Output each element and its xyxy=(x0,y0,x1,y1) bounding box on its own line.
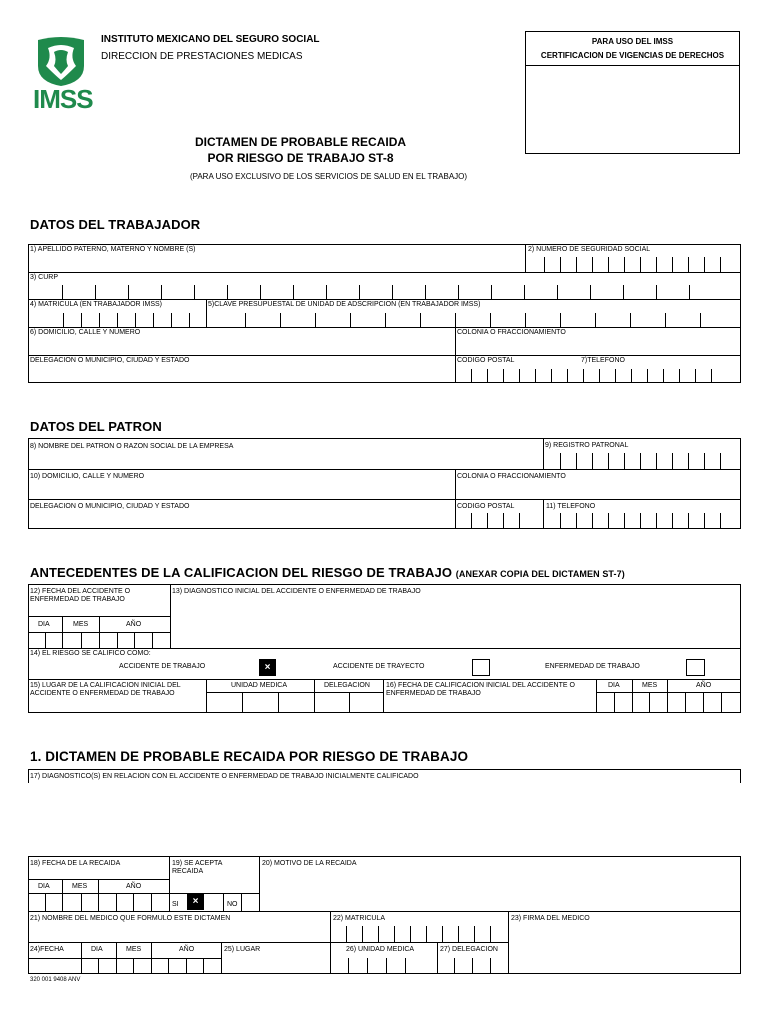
label-no: NO xyxy=(227,901,238,908)
input-delegacion-trabajador[interactable] xyxy=(30,367,453,382)
input-matricula-medico[interactable] xyxy=(332,926,507,941)
checkbox-recaida-no[interactable] xyxy=(242,894,258,910)
input-telefono-patron[interactable] xyxy=(545,513,738,528)
input-motivo-recaida[interactable] xyxy=(261,870,739,910)
imss-box-title: PARA USO DEL IMSS xyxy=(591,37,674,46)
divider xyxy=(28,679,741,680)
input-domicilio-patron[interactable] xyxy=(30,483,453,498)
label-colonia-trabajador: COLONIA O FRACCIONAMIENTO xyxy=(457,329,566,336)
label-telefono-trabajador: 7)TELEFONO xyxy=(581,357,625,364)
label-registro-patronal: 9) REGISTRO PATRONAL xyxy=(545,442,629,449)
divider xyxy=(28,469,741,470)
input-registro-patronal[interactable] xyxy=(545,453,738,468)
divider xyxy=(508,911,509,974)
input-unidad-delegacion[interactable] xyxy=(332,959,507,973)
label-delegacion-patron: DELEGACION O MUNICIPIO, CIUDAD Y ESTADO xyxy=(30,503,190,510)
label-fecha-recaida: 18) FECHA DE LA RECAIDA xyxy=(30,860,121,867)
label-si: SI xyxy=(172,901,179,908)
label-nombre-trabajador: 1) APELLIDO PATERNO, MATERNO Y NOMBRE (S) xyxy=(30,246,196,253)
label-firma-medico: 23) FIRMA DEL MEDICO xyxy=(511,915,590,922)
label-domicilio-trabajador: 6) DOMICILIO, CALLE Y NUMERO xyxy=(30,329,141,336)
label-delegacion-trabajador: DELEGACION O MUNICIPIO, CIUDAD Y ESTADO xyxy=(30,357,190,364)
input-fecha-calificacion[interactable] xyxy=(598,693,739,712)
divider xyxy=(740,769,741,783)
divider xyxy=(28,299,741,300)
label-dia: DIA xyxy=(91,946,103,953)
input-nombre-trabajador[interactable] xyxy=(30,255,523,271)
section-title-patron: DATOS DEL PATRON xyxy=(30,419,162,434)
input-colonia-patron[interactable] xyxy=(457,483,738,498)
doc-note: (PARA USO EXCLUSIVO DE LOS SERVICIOS DE SALUD EN EL TRABAJO) xyxy=(189,172,468,181)
institute-name: INSTITUTO MEXICANO DEL SEGURO SOCIAL xyxy=(101,34,320,45)
input-fecha-accidente[interactable] xyxy=(30,633,168,647)
label-anio: AÑO xyxy=(179,946,195,953)
label-fecha-accidente: 12) FECHA DEL ACCIDENTE O ENFERMEDAD DE TRABAJO xyxy=(30,588,131,603)
label-dia: DIA xyxy=(38,883,50,890)
label-diagnostico-inicial: 13) DIAGNOSTICO INICIAL DEL ACCIDENTE O ENFERMEDAD DE TRABAJO xyxy=(172,588,421,595)
divider xyxy=(28,942,508,943)
label-matricula-medico: 22) MATRICULA xyxy=(333,915,385,922)
divider xyxy=(28,648,741,649)
divider xyxy=(206,679,207,713)
input-nombre-medico[interactable] xyxy=(30,925,328,941)
divider xyxy=(526,65,739,66)
divider xyxy=(383,679,384,713)
divider xyxy=(28,911,741,912)
input-lugar-calificacion[interactable] xyxy=(208,693,382,712)
input-firma-medico[interactable] xyxy=(510,925,739,973)
input-nombre-patron[interactable] xyxy=(30,453,541,468)
doc-title-line1: DICTAMEN DE PROBABLE RECAIDA xyxy=(194,135,407,149)
label-cp-trabajador: CODIGO POSTAL xyxy=(457,357,515,364)
label-mes: MES xyxy=(126,946,142,953)
label-enfermedad-trabajo: ENFERMEDAD DE TRABAJO xyxy=(545,663,640,670)
antecedentes-title-note: (ANEXAR COPIA DEL DICTAMEN ST-7) xyxy=(455,569,625,579)
direction-name: DIRECCION DE PRESTACIONES MEDICAS xyxy=(101,51,303,62)
checkbox-accidente-trayecto[interactable] xyxy=(472,659,490,676)
divider xyxy=(170,584,171,648)
label-diagnosticos: 17) DIAGNOSTICO(S) EN RELACION CON EL ACCIDENTE O ENFERMEDAD DE TRABAJO INICIALMENTE CALIFICADO xyxy=(30,773,419,780)
input-diagnosticos[interactable] xyxy=(30,783,738,853)
antecedentes-title: ANTECEDENTES DE LA CALIFICACION DEL RIESGO DE TRABAJO xyxy=(30,565,453,580)
logo-text: IMSS xyxy=(33,84,93,114)
divider xyxy=(543,438,544,469)
input-curp[interactable] xyxy=(30,285,738,298)
doc-title-line2: POR RIESGO DE TRABAJO ST-8 xyxy=(207,151,394,165)
label-motivo-recaida: 20) MOTIVO DE LA RECAIDA xyxy=(262,860,357,867)
form-code: 320 001 9408 ANV xyxy=(30,977,81,983)
input-cp-telefono-trabajador[interactable] xyxy=(457,369,738,382)
divider xyxy=(221,942,222,974)
label-unidad-medica-dictamen: 26) UNIDAD MEDICA xyxy=(346,946,415,953)
divider xyxy=(543,499,544,529)
divider xyxy=(28,769,29,783)
divider xyxy=(169,856,170,911)
imss-logo xyxy=(30,36,92,114)
divider xyxy=(28,272,741,273)
divider xyxy=(28,355,741,356)
label-accidente-trayecto: ACCIDENTE DE TRAYECTO xyxy=(333,663,425,670)
label-mes: MES xyxy=(73,621,89,628)
input-matricula[interactable] xyxy=(30,313,204,326)
divider xyxy=(28,327,741,328)
label-mes: MES xyxy=(72,883,88,890)
divider xyxy=(223,893,224,911)
input-diagnostico-inicial[interactable] xyxy=(172,597,738,646)
label-anio: AÑO xyxy=(126,621,142,628)
label-cp-patron: CODIGO POSTAL xyxy=(457,503,515,510)
section-title-trabajador: DATOS DEL TRABAJADOR xyxy=(30,217,201,232)
label-clave-presupuestal: 5)CLAVE PRESUPUESTAL DE UNIDAD DE ADSCRIPCION (EN TRABAJADOR IMSS) xyxy=(208,301,481,308)
input-clave-presupuestal[interactable] xyxy=(208,313,738,326)
checkbox-recaida-si[interactable]: × xyxy=(187,894,204,910)
divider xyxy=(596,679,597,713)
input-fecha-dictamen[interactable] xyxy=(83,959,220,973)
input-delegacion-patron[interactable] xyxy=(30,513,453,528)
divider xyxy=(28,499,741,500)
label-mes: MES xyxy=(642,682,658,689)
input-domicilio-trabajador[interactable] xyxy=(30,339,453,354)
label-fecha-calificacion: 16) FECHA DE CALIFICACION INICIAL DEL ACCIDENTE O ENFERMEDAD DE TRABAJO xyxy=(386,682,575,697)
checkbox-enfermedad-trabajo[interactable] xyxy=(686,659,705,676)
checkbox-accidente-trabajo[interactable]: × xyxy=(259,659,276,676)
label-colonia-patron: COLONIA O FRACCIONAMIENTO xyxy=(457,473,566,480)
label-lugar: 25) LUGAR xyxy=(224,946,261,953)
label-domicilio-patron: 10) DOMICILIO, CALLE Y NUMERO xyxy=(30,473,145,480)
label-matricula: 4) MATRICULA (EN TRABAJADOR IMSS) xyxy=(30,301,162,308)
divider xyxy=(259,856,260,911)
label-anio: AÑO xyxy=(126,883,142,890)
label-riesgo-calificado: 14) EL RIESGO SE CALIFICO COMO: xyxy=(30,650,151,657)
label-telefono-patron: 11) TELEFONO xyxy=(546,503,596,510)
input-nss[interactable] xyxy=(528,257,738,271)
label-dia: DIA xyxy=(608,682,620,689)
label-se-acepta-recaida: 19) SE ACEPTA RECAIDA xyxy=(172,860,223,875)
label-dia: DIA xyxy=(38,621,50,628)
label-delegacion: DELEGACION xyxy=(324,682,370,689)
divider xyxy=(525,244,526,272)
divider xyxy=(28,769,741,770)
label-fecha-dictamen: 24)FECHA xyxy=(30,946,64,953)
label-nombre-medico: 21) NOMBRE DEL MEDICO QUE FORMULO ESTE DICTAMEN xyxy=(30,915,231,922)
divider xyxy=(455,327,456,383)
label-nombre-patron: 8) NOMBRE DEL PATRON O RAZON SOCIAL DE LA EMPRESA xyxy=(30,443,234,450)
label-lugar-calificacion: 15) LUGAR DE LA CALIFICACION INICIAL DEL ACCIDENTE O ENFERMEDAD DE TRABAJO xyxy=(30,682,181,697)
divider xyxy=(206,299,207,327)
input-cp-patron[interactable] xyxy=(457,513,541,528)
label-delegacion-dictamen: 27) DELEGACION xyxy=(440,946,498,953)
divider xyxy=(81,942,82,974)
divider xyxy=(455,469,456,529)
input-colonia-trabajador[interactable] xyxy=(457,339,738,354)
input-lugar[interactable] xyxy=(223,959,329,973)
label-nss: 2) NUMERO DE SEGURIDAD SOCIAL xyxy=(528,246,651,253)
label-accidente-trabajo: ACCIDENTE DE TRABAJO xyxy=(119,663,206,670)
label-anio: AÑO xyxy=(696,682,712,689)
input-fecha-recaida[interactable] xyxy=(30,894,168,910)
label-curp: 3) CURP xyxy=(30,274,59,281)
imss-box-subtitle: CERTIFICACION DE VIGENCIAS DE DERECHOS xyxy=(540,51,725,60)
section-title-dictamen: 1. DICTAMEN DE PROBABLE RECAIDA POR RIESGO DE TRABAJO xyxy=(30,749,469,764)
section-title-antecedentes xyxy=(30,565,625,580)
label-unidad-medica: UNIDAD MEDICA xyxy=(231,682,288,689)
